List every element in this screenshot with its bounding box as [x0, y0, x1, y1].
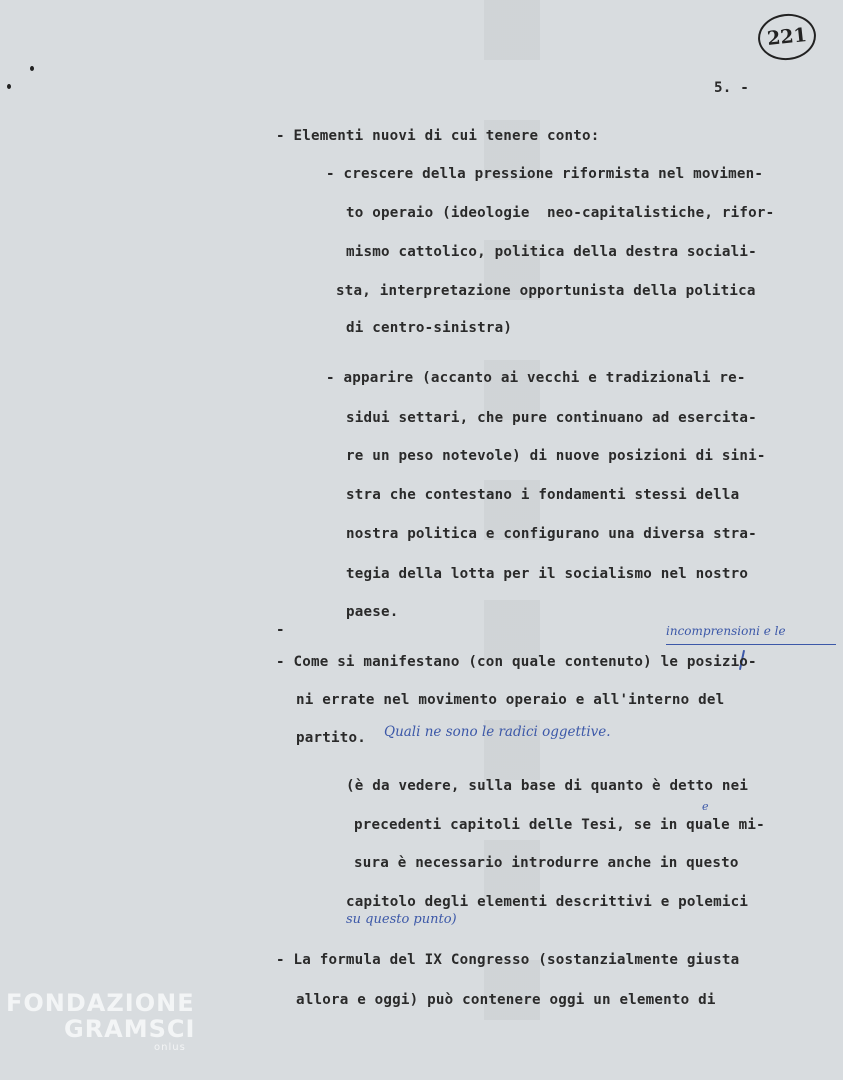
text-line: sura è necessario introdurre anche in questo [354, 855, 739, 871]
text-line: (è da vedere, sulla base di quanto è detto nei [346, 778, 749, 794]
text-line: re un peso notevole) di nuove posizioni di sini- [346, 448, 766, 464]
text-line: to operaio (ideologie neo-capitalistiche, rifor- [346, 205, 775, 221]
punch-mark [7, 84, 11, 89]
text-line: - La formula del IX Congresso (sostanzialmente giusta [276, 952, 740, 968]
watermark-line: onlus [154, 1042, 186, 1053]
watermark-line: FONDAZIONE [6, 989, 195, 1017]
punch-mark [30, 66, 34, 71]
text-line: sidui settari, che pure continuano ad esercita- [346, 410, 757, 426]
text-line: tegia della lotta per il socialismo nel nostro [346, 566, 749, 582]
text-line: allora e oggi) può contenere oggi un elemento di [296, 992, 716, 1008]
text-line: - Elementi nuovi di cui tenere conto: [276, 128, 600, 144]
text-line: - Come si manifestano (con quale contenuto) le posizio- [276, 654, 757, 670]
text-line: paese. [346, 604, 399, 620]
handwritten-caret-letter: e [702, 800, 709, 813]
text-line: - [276, 622, 285, 638]
text-line: ni errate nel movimento operaio e all'interno del [296, 692, 725, 708]
handwritten-note: su questo punto) [346, 912, 457, 927]
handwritten-note: Quali ne sono le radici oggettive. [384, 724, 611, 740]
page-stamp: 221 [756, 11, 818, 63]
text-line: partito. [296, 730, 366, 746]
text-line: sta, interpretazione opportunista della politica [336, 283, 756, 299]
text-line: mismo cattolico, politica della destra sociali- [346, 244, 757, 260]
text-line: nostra politica e configurano una diversa stra- [346, 526, 757, 542]
handwritten-underline [666, 644, 836, 645]
text-line: - apparire (accanto ai vecchi e tradizionali re- [326, 370, 746, 386]
page-number: 5. - [714, 80, 749, 96]
text-line: di centro-sinistra) [346, 320, 513, 336]
text-line: capitolo degli elementi descrittivi e polemici [346, 894, 749, 910]
text-line: precedenti capitoli delle Tesi, se in quale mi- [354, 817, 765, 833]
text-line: - crescere della pressione riformista nel movimen- [326, 166, 764, 182]
watermark-line: GRAMSCI [64, 1015, 196, 1043]
fondazione-gramsci-watermark [6, 990, 216, 1054]
text-line: stra che contestano i fondamenti stessi della [346, 487, 740, 503]
handwritten-insert: incomprensioni e le [666, 624, 786, 638]
